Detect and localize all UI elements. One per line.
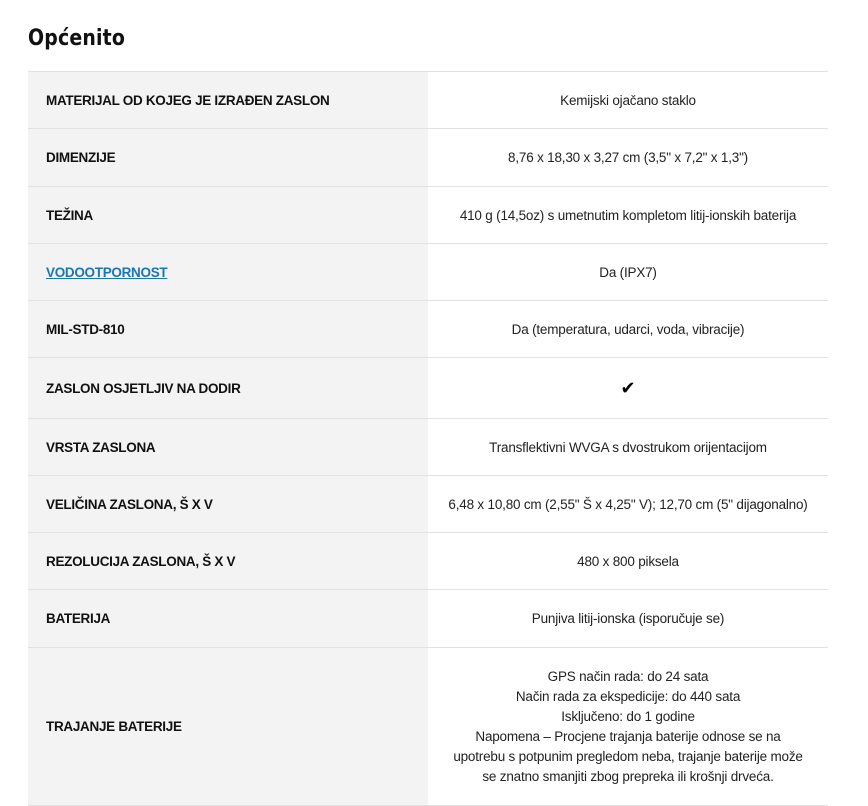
row-label-cell — [28, 244, 428, 301]
table-row — [28, 72, 828, 129]
waterproof-link[interactable]: VODOOTPORNOST — [46, 264, 168, 280]
battery-line: se znatno smanjiti zbog prepreka ili krošnji drveća. — [482, 768, 774, 784]
table-row — [28, 419, 828, 476]
row-value-multiline — [428, 648, 828, 806]
row-value: Kemijski ojačano staklo — [428, 72, 828, 129]
row-value: 6,48 x 10,80 cm (2,55" Š x 4,25" V); 12,70 cm (5" dijagonalno) — [428, 476, 828, 533]
battery-line: Način rada za ekspedicije: do 440 sata — [515, 688, 741, 704]
table-row — [28, 187, 828, 244]
row-label: VRSTA ZASLONA — [28, 419, 428, 476]
row-label: MIL-STD-810 — [28, 301, 428, 358]
table-row — [28, 476, 828, 533]
battery-line: Napomena – Procjene trajanja baterije odnose se na — [475, 728, 781, 744]
spec-table — [28, 71, 828, 806]
table-row — [28, 301, 828, 358]
row-value: 480 x 800 piksela — [428, 533, 828, 590]
table-row — [28, 533, 828, 590]
row-value: Punjiva litij-ionska (isporučuje se) — [428, 590, 828, 648]
section-title: Općenito — [28, 26, 126, 51]
row-label: TRAJANJE BATERIJE — [28, 648, 428, 806]
row-value: 8,76 x 18,30 x 3,27 cm (3,5" x 7,2" x 1,3") — [428, 129, 828, 187]
row-label: TEŽINA — [28, 187, 428, 244]
row-label: BATERIJA — [28, 590, 428, 648]
table-row — [28, 129, 828, 187]
row-label: DIMENZIJE — [28, 129, 428, 187]
row-value: 410 g (14,5oz) s umetnutim kompletom litij-ionskih baterija — [428, 187, 828, 244]
battery-line: upotrebu s potpunim pregledom neba, trajanje baterije može — [453, 748, 803, 764]
battery-line: GPS način rada: do 24 sata — [547, 668, 709, 684]
row-value: Da (temperatura, udarci, voda, vibracije) — [428, 301, 828, 358]
table-row — [28, 244, 828, 301]
row-label: MATERIJAL OD KOJEG JE IZRAĐEN ZASLON — [28, 72, 428, 129]
table-row — [28, 358, 828, 419]
row-label: REZOLUCIJA ZASLONA, Š X V — [28, 533, 428, 590]
table-row — [28, 648, 828, 806]
row-label: ZASLON OSJETLJIV NA DODIR — [28, 358, 428, 419]
row-value: Transflektivni WVGA s dvostrukom orijentacijom — [428, 419, 828, 476]
row-value-cell — [428, 358, 828, 419]
battery-line: Isključeno: do 1 godine — [561, 708, 695, 724]
table-row — [28, 590, 828, 648]
checkmark-icon: ✔ — [620, 377, 636, 398]
row-label: VELIČINA ZASLONA, Š X V — [28, 476, 428, 533]
row-value: Da (IPX7) — [428, 244, 828, 301]
